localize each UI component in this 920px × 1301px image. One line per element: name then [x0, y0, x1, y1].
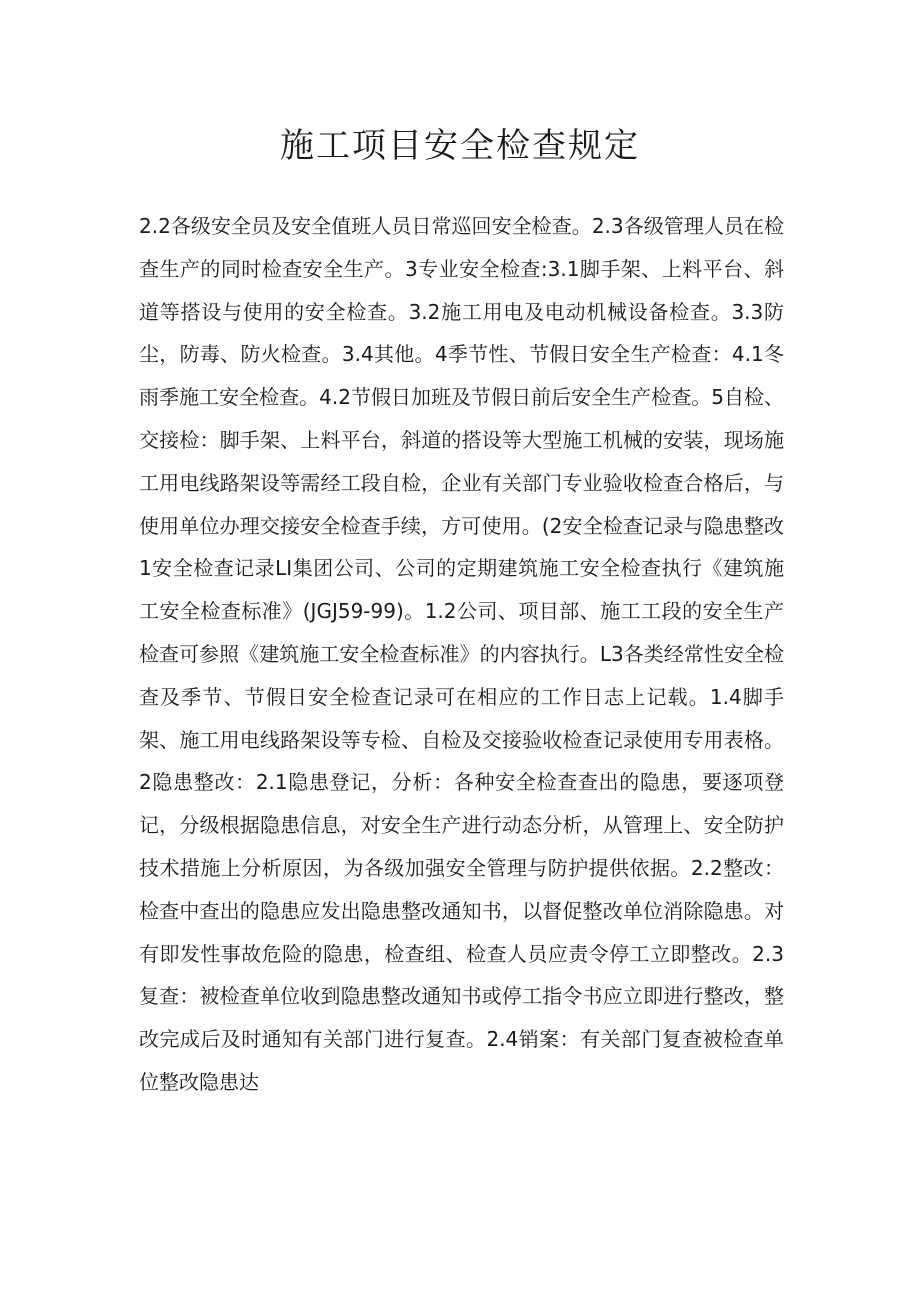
document-body-paragraph: 2.2各级安全员及安全值班人员日常巡回安全检查。2.3各级管理人员在检查生产的同时检查安全生产。3专业安全检查:3.1脚手架、上料平台、斜道等搭设与使用的安全检查。3.2施工用电及电动机械设备检查。3.3防尘，防毒、防火检查。3.4其他。4季节性、节假日安全生产检查：4.1冬雨季施工安全检查。4.2节假日加班及节假日前后安全生产检查。5自检、交接检：脚手架、上料平台，斜道的搭设等大型施工机械的安装，现场施工用电线路架设等需经工段自检，企业有关部门专业验收检查合格后，与使用单位办理交接安全检查手续，方可使用。(2安全检查记录与隐患整改1安全检查记录LI集团公司、公司的定期建筑施工安全检查执行《建筑施工安全检查标准》(JGJ59-99)。1.2公司、项目部、施工工段的安全生产检查可参照《建筑施工安全检查标准》的内容执行。L3各类经常性安全检查及季节、节假日安全检查记录可在相应的工作日志上记载。1.4脚手架、施工用电线路架设等专检、自检及交接验收检查记录使用专用表格。2隐患整改：2.1隐患登记，分析：各种安全检查查出的隐患，要逐项登记，分级根据隐患信息，对安全生产进行动态分析，从管理上、安全防护技术措施上分析原因，为各级加强安全管理与防护提供依据。2.2整改：检查中查出的隐患应发出隐患整改通知书，以督促整改单位消除隐患。对有即发性事故危险的隐患，检查组、检查人员应责令停工立即整改。2.3复查：被检查单位收到隐患整改通知书或停工指令书应立即进行整改，整改完成后及时通知有关部门进行复查。2.4销案：有关部门复查被检查单位整改隐患达: [139, 214, 784, 1094]
document-title: 施工项目安全检查规定: [280, 126, 640, 166]
